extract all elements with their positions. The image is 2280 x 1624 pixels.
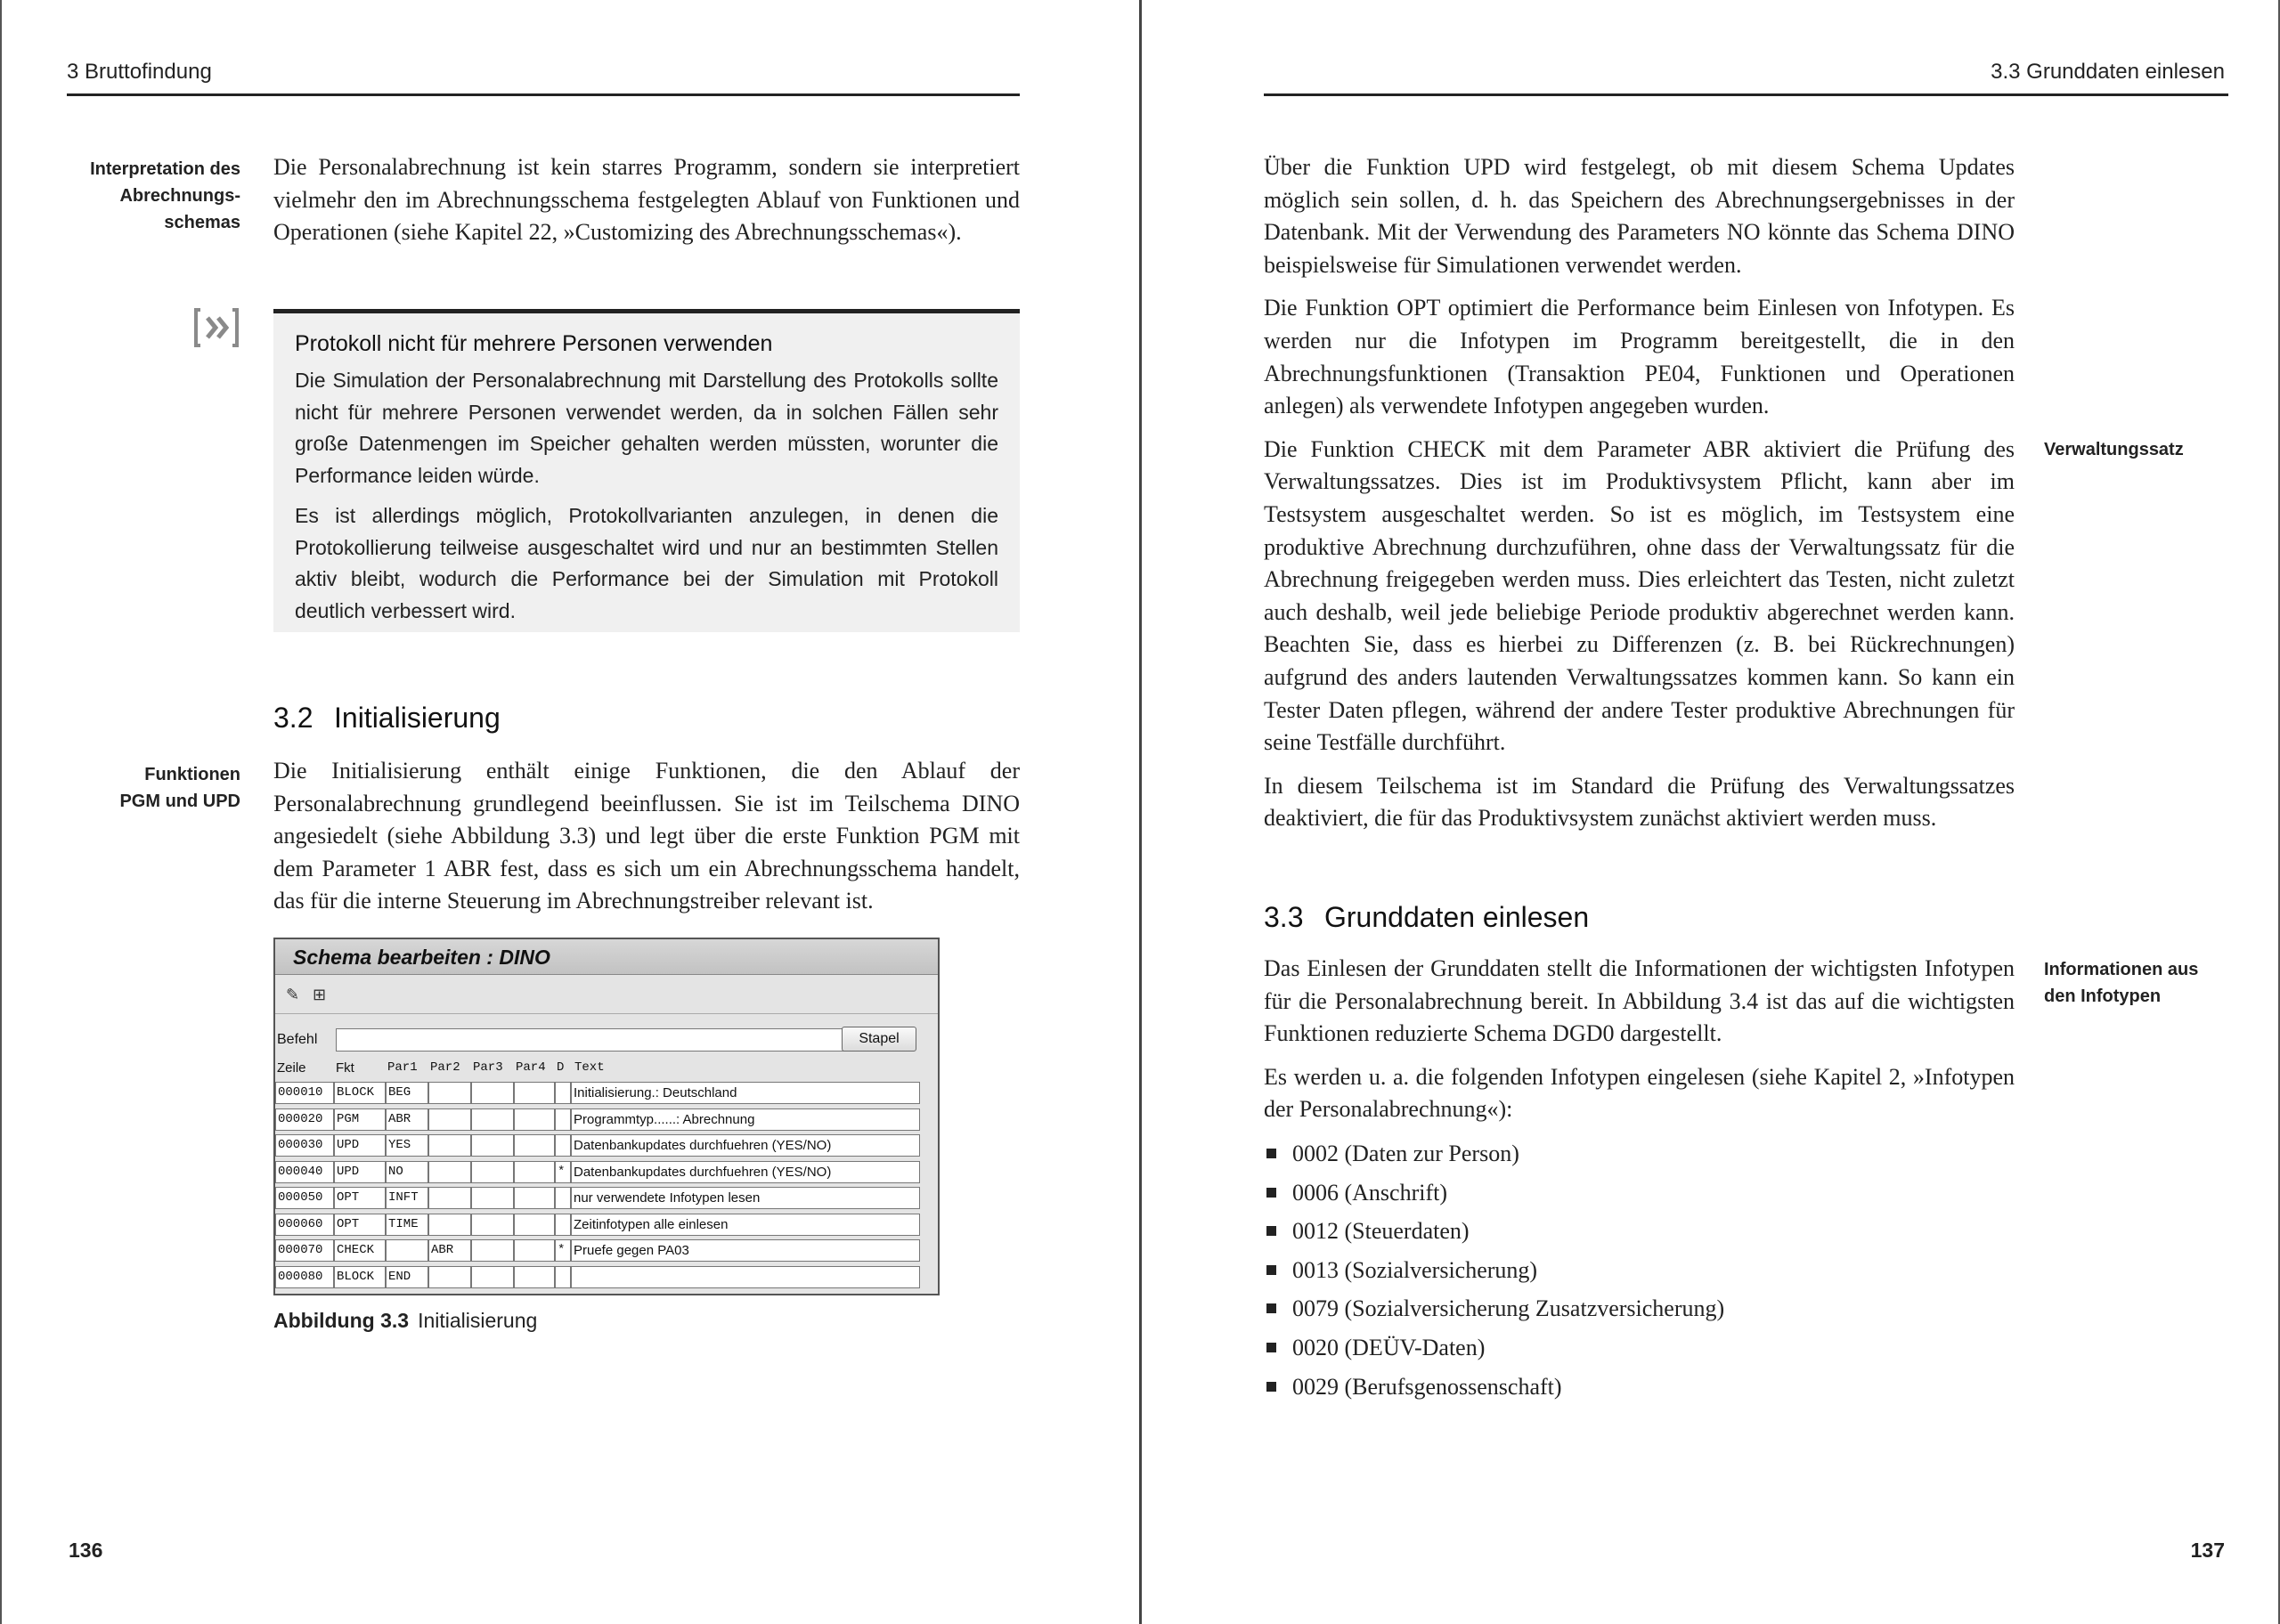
sap-table-row <box>275 1212 938 1236</box>
list-item <box>1266 1289 1724 1328</box>
bullet-square-icon <box>1266 1382 1276 1392</box>
list-item-text: 0079 (Sozialversicherung Zusatzversicherung) <box>1292 1295 1725 1322</box>
sap-column-header <box>275 1057 938 1080</box>
list-item-text: 0020 (DEÜV-Daten) <box>1292 1334 1486 1360</box>
sap-cell[interactable] <box>471 1108 514 1131</box>
sap-cell[interactable] <box>471 1187 514 1209</box>
sap-cell[interactable] <box>428 1082 471 1104</box>
section-heading-3-3 <box>1264 901 1589 934</box>
sap-cell[interactable] <box>514 1134 555 1157</box>
command-field[interactable] <box>336 1028 845 1052</box>
section-number: 3.3 <box>1264 901 1304 933</box>
sap-toolbar <box>275 975 938 1014</box>
section-heading-3-2 <box>273 702 501 735</box>
sap-cell[interactable]: Datenbankupdates durchfuehren (YES/NO) <box>571 1134 920 1157</box>
page-number-left: 136 <box>69 1539 103 1562</box>
sap-cell[interactable] <box>571 1266 920 1288</box>
margin-note-line: Funktionen <box>144 765 240 784</box>
list-item-text: 0029 (Berufsgenossenschaft) <box>1292 1373 1562 1400</box>
caption-text: Initialisierung <box>418 1309 538 1332</box>
intro-text: Die Personalabrechnung ist kein starres Programm, sondern sie interpretiert vielmehr den im Abrechnungsschema festgelegten Ablauf von Funktionen und Operationen (siehe Kapitel 22, »Customizing des Abrechnungsschemas«). <box>273 154 1020 246</box>
paragraph-grunddaten: Das Einlesen der Grunddaten stellt die Informationen der wichtigsten Infotypen für die Personalabrechnung bereit. In Abbildung 3.4 ist das auf die wichtigsten Funktionen reduzierte Schema DGD0 dargestellt. <box>1264 955 2015 1047</box>
note-box <box>273 309 1020 632</box>
sap-cell[interactable]: 000040 <box>275 1161 334 1183</box>
list-item <box>1266 1134 1724 1173</box>
sap-cell[interactable]: END <box>386 1266 428 1288</box>
note-box-text <box>295 365 998 636</box>
col-par3: Par3 <box>473 1060 503 1075</box>
sap-cell[interactable] <box>471 1266 514 1288</box>
list-item <box>1266 1368 1724 1407</box>
sap-cell[interactable]: * <box>555 1239 571 1262</box>
section-title: Grunddaten einlesen <box>1324 901 1590 933</box>
intro-paragraph <box>273 151 1020 260</box>
list-item-text: 0013 (Sozialversicherung) <box>1292 1256 1538 1283</box>
sap-table-row <box>275 1159 938 1183</box>
sap-cell[interactable]: Programmtyp......: Abrechnung <box>571 1108 920 1131</box>
section-number: 3.2 <box>273 702 314 734</box>
bullet-square-icon <box>1266 1265 1276 1275</box>
sap-cell[interactable]: ABR <box>386 1108 428 1131</box>
sap-schema-window <box>273 938 940 1295</box>
margin-note-line: Informationen aus <box>2044 960 2199 979</box>
col-par1: Par1 <box>387 1060 418 1075</box>
sap-cell[interactable] <box>428 1161 471 1183</box>
sap-cell[interactable] <box>428 1214 471 1236</box>
sap-cell[interactable] <box>514 1239 555 1262</box>
header-rule-right <box>1264 93 2228 96</box>
bullet-square-icon <box>1266 1188 1276 1198</box>
page-number-right: 137 <box>2190 1539 2225 1562</box>
right-page <box>1139 0 2280 1624</box>
sap-cell[interactable] <box>471 1082 514 1104</box>
sap-table-row <box>275 1133 938 1157</box>
margin-note-functions <box>55 761 240 815</box>
col-d: D <box>557 1060 565 1075</box>
caption-label: Abbildung 3.3 <box>273 1309 410 1332</box>
sap-table-row <box>275 1080 938 1104</box>
paragraph-opt: Die Funktion OPT optimiert die Performance beim Einlesen von Infotypen. Es werden nur die Infotypen im Programm bereitgestellt, die in den Abrechnungsfunktionen (Transaktion PE04, Funktionen und Operationen anlegen) als verwendete Infotypen angegeben wurden. <box>1264 295 2015 419</box>
sap-cell[interactable] <box>514 1214 555 1236</box>
sap-cell[interactable]: 000030 <box>275 1134 334 1157</box>
sap-cell[interactable]: OPT <box>334 1214 386 1236</box>
sap-cell[interactable]: 000010 <box>275 1082 334 1104</box>
sap-cell[interactable] <box>514 1082 555 1104</box>
double-chevron-note-icon <box>193 307 240 348</box>
sap-cell[interactable] <box>471 1214 514 1236</box>
sap-cell[interactable]: Zeitinfotypen alle einlesen <box>571 1214 920 1236</box>
list-item-text: 0006 (Anschrift) <box>1292 1179 1448 1206</box>
sap-cell[interactable]: BLOCK <box>334 1082 386 1104</box>
sap-cell[interactable]: Datenbankupdates durchfuehren (YES/NO) <box>571 1161 920 1183</box>
margin-note-line: PGM und UPD <box>119 792 240 811</box>
sap-cell[interactable]: CHECK <box>334 1239 386 1262</box>
sap-cell[interactable]: BEG <box>386 1082 428 1104</box>
sap-cell[interactable] <box>555 1134 571 1157</box>
margin-note-line: Abrechnungs- <box>119 186 240 206</box>
sap-cell[interactable] <box>386 1239 428 1262</box>
list-item-text: 0012 (Steuerdaten) <box>1292 1218 1470 1245</box>
sap-window-title: Schema bearbeiten : DINO <box>275 939 938 975</box>
right-bottom-paragraphs <box>1264 953 2015 1137</box>
sap-table-row <box>275 1238 938 1262</box>
sap-cell[interactable] <box>514 1161 555 1183</box>
sap-cell[interactable] <box>471 1134 514 1157</box>
running-head-left: 3 Bruttofindung <box>67 60 212 84</box>
sap-cell[interactable] <box>428 1108 471 1131</box>
list-item <box>1266 1173 1724 1213</box>
margin-note-line: Verwaltungssatz <box>2044 440 2184 459</box>
margin-note-line: den Infotypen <box>2044 987 2162 1006</box>
paragraph-infotypen: Es werden u. a. die folgenden Infotypen eingelesen (siehe Kapitel 2, »Infotypen der Personalabrechnung«): <box>1264 1063 2015 1123</box>
bullet-square-icon <box>1266 1303 1276 1313</box>
sap-cell[interactable] <box>514 1266 555 1288</box>
sap-cell[interactable] <box>471 1161 514 1183</box>
sap-table-row <box>275 1185 938 1209</box>
sap-cell[interactable]: 000020 <box>275 1108 334 1131</box>
sap-cell[interactable]: Pruefe gegen PA03 <box>571 1239 920 1262</box>
structure-icon[interactable]: ⊞ <box>313 986 327 1003</box>
list-item-text: 0002 (Daten zur Person) <box>1292 1141 1519 1166</box>
sap-cell[interactable] <box>428 1266 471 1288</box>
sap-cell[interactable]: YES <box>386 1134 428 1157</box>
bullet-square-icon <box>1266 1149 1276 1158</box>
sap-cell[interactable]: 000070 <box>275 1239 334 1262</box>
running-head-right: 3.3 Grunddaten einlesen <box>1991 60 2225 84</box>
initialisierung-paragraph <box>273 755 1020 929</box>
list-item <box>1266 1251 1724 1290</box>
infotype-list <box>1266 1134 1724 1406</box>
paragraph-teilschema: In diesem Teilschema ist im Standard die Prüfung des Verwaltungssatzes deaktiviert, die für das Produktivsystem zunächst aktiviert werden muss. <box>1264 772 2015 832</box>
sap-cell[interactable]: NO <box>386 1161 428 1183</box>
sap-cell[interactable]: PGM <box>334 1108 386 1131</box>
margin-note-infotypen <box>2044 956 2198 1010</box>
col-par4: Par4 <box>516 1060 546 1075</box>
margin-note-line: schemas <box>164 213 240 232</box>
sap-cell[interactable] <box>555 1108 571 1131</box>
sap-cell[interactable]: OPT <box>334 1187 386 1209</box>
sap-cell[interactable] <box>555 1266 571 1288</box>
sap-cell[interactable]: TIME <box>386 1214 428 1236</box>
right-top-paragraphs <box>1264 151 2015 846</box>
left-page <box>0 0 1139 1624</box>
note-paragraph: Es ist allerdings möglich, Protokollvarianten anzulegen, in denen die Protokollierung teilweise ausgeschaltet wird und nur an bestimmten Stellen aktiv bleibt, wodurch die Performance bei der Simulation mit Protokoll deutlich verbessert wird. <box>295 504 998 622</box>
list-item <box>1266 1328 1724 1368</box>
col-par2: Par2 <box>430 1060 460 1075</box>
figure-caption <box>273 1309 537 1333</box>
col-zeile: Zeile <box>277 1060 306 1076</box>
sap-cell[interactable]: * <box>555 1161 571 1183</box>
sap-cell[interactable]: 000060 <box>275 1214 334 1236</box>
sap-cell[interactable] <box>514 1108 555 1131</box>
list-item <box>1266 1212 1724 1251</box>
command-label: Befehl <box>277 1032 318 1047</box>
paragraph-upd: Über die Funktion UPD wird festgelegt, ob mit diesem Schema Updates möglich sein sollen, d. h. das Speichern des Abrechnungsergebnisses in der Datenbank. Mit der Verwendung des Parameters NO könnte das Schema DINO beispielsweise für Simulationen verwendet werden. <box>1264 154 2015 278</box>
col-fkt: Fkt <box>336 1060 354 1076</box>
sap-cell[interactable] <box>555 1082 571 1104</box>
section-title: Initialisierung <box>334 702 501 734</box>
sap-cell[interactable]: nur verwendete Infotypen lesen <box>571 1187 920 1209</box>
sap-cell[interactable]: BLOCK <box>334 1266 386 1288</box>
sap-command-bar <box>275 1027 938 1053</box>
edit-icon[interactable]: ✎ <box>286 986 300 1003</box>
sap-cell[interactable]: Initialisierung.: Deutschland <box>571 1082 920 1104</box>
header-rule-left <box>67 93 1020 96</box>
col-text: Text <box>574 1060 605 1075</box>
bullet-square-icon <box>1266 1226 1276 1236</box>
sap-cell[interactable]: UPD <box>334 1134 386 1157</box>
margin-note-interpretation <box>55 156 240 236</box>
sap-cell[interactable] <box>555 1187 571 1209</box>
margin-note-verwaltungssatz <box>2044 436 2184 463</box>
sap-table-row <box>275 1264 938 1288</box>
bullet-square-icon <box>1266 1343 1276 1352</box>
sap-table-row <box>275 1107 938 1131</box>
sap-cell[interactable]: INFT <box>386 1187 428 1209</box>
sap-cell[interactable] <box>555 1214 571 1236</box>
stapel-button[interactable]: Stapel <box>842 1027 916 1052</box>
sap-cell[interactable] <box>428 1134 471 1157</box>
sap-cell[interactable]: ABR <box>428 1239 471 1262</box>
note-box-title: Protokoll nicht für mehrere Personen verwenden <box>295 331 773 356</box>
sap-cell[interactable] <box>428 1187 471 1209</box>
margin-note-line: Interpretation des <box>90 159 240 179</box>
paragraph-check: Die Funktion CHECK mit dem Parameter ABR aktiviert die Prüfung des Verwaltungssatzes. Dies ist im Produktivsystem Pflicht, kann aber im Testsystem ausgeschaltet werden. So ist es möglich, im Testsystem eine produktive Abrechnung durchzuführen, ohne dass der Verwaltungssatz für die Abrechnung freigegeben werden muss. Dies erleichtert das Testen, nicht zuletzt auch deshalb, weil jede beliebige Periode produktiv abgerechnet werden kann. Beachten Sie, dass es hierbei zu Differenzen (z. B. bei Rückrechnungen) aufgrund des anders lautenden Verwaltungssatzes kommen kann. So kann ein Tester Daten pflegen, während der andere Tester produktive Abrechnungen für seine Testfälle durchführt. <box>1264 435 2015 756</box>
note-paragraph: Die Simulation der Personalabrechnung mit Darstellung des Protokolls sollte nicht für mehrere Personen verwendet werden, da in solchen Fällen sehr große Datenmengen im Speicher gehalten werden müssten, worunter die Performance leiden würde. <box>295 369 998 487</box>
sap-cell[interactable]: 000050 <box>275 1187 334 1209</box>
sap-cell[interactable]: 000080 <box>275 1266 334 1288</box>
sap-cell[interactable] <box>471 1239 514 1262</box>
sap-cell[interactable] <box>514 1187 555 1209</box>
sap-cell[interactable]: UPD <box>334 1161 386 1183</box>
initialisierung-text: Die Initialisierung enthält einige Funktionen, die den Ablauf der Personalabrechnung grundlegend beeinflussen. Sie ist im Teilschema DINO angesiedelt (siehe Abbildung 3.3) und legt über die erste Funktion PGM mit dem Parameter 1 ABR fest, dass es sich um ein Abrechnungsschema handelt, das für die interne Steuerung im Abrechnungstreiber relevant ist. <box>273 758 1020 914</box>
